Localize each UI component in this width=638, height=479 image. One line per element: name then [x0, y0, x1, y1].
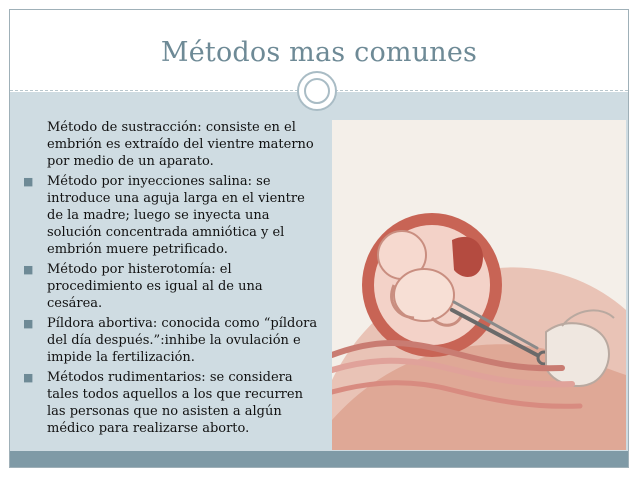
list-item-text: Método por histerotomía: el procedimiento es igual al de una cesárea. — [47, 262, 263, 311]
slide-title: Métodos mas comunes — [160, 37, 478, 68]
list-item — [20, 261, 320, 312]
medical-illustration-svg — [332, 120, 626, 450]
list-item — [20, 315, 320, 366]
square-bullet-icon: ■ — [23, 371, 34, 384]
double-circle-inner-icon — [304, 78, 330, 104]
bullet-list — [20, 119, 320, 440]
square-bullet-icon: ■ — [23, 175, 34, 188]
square-bullet-icon: ■ — [23, 317, 34, 330]
list-item-text: Método por inyecciones salina: se introduce una aguja larga en el vientre de la madre; luego se inyecta una solución concentrada amniótica y el embrión muere petrificado. — [47, 174, 305, 257]
bottom-bar — [10, 451, 628, 467]
medical-illustration — [332, 120, 626, 450]
list-item — [20, 369, 320, 437]
list-item-text: Métodos rudimentarios: se considera tales todos aquellos a los que recurren las personas que no asisten a algún médico para realizarse aborto. — [47, 370, 303, 436]
square-bullet-icon: ■ — [23, 263, 34, 276]
list-item-text: Método de sustracción: consiste en el embrión es extraído del vientre materno por medio de un aparato. — [47, 120, 314, 169]
list-item-text: Píldora abortiva: conocida como “píldora del día después.”:inhibe la ovulación e impide la fertilización. — [47, 316, 318, 365]
slide — [9, 9, 629, 468]
list-item — [20, 119, 320, 170]
double-circle-icon — [297, 71, 337, 111]
list-item — [20, 173, 320, 258]
